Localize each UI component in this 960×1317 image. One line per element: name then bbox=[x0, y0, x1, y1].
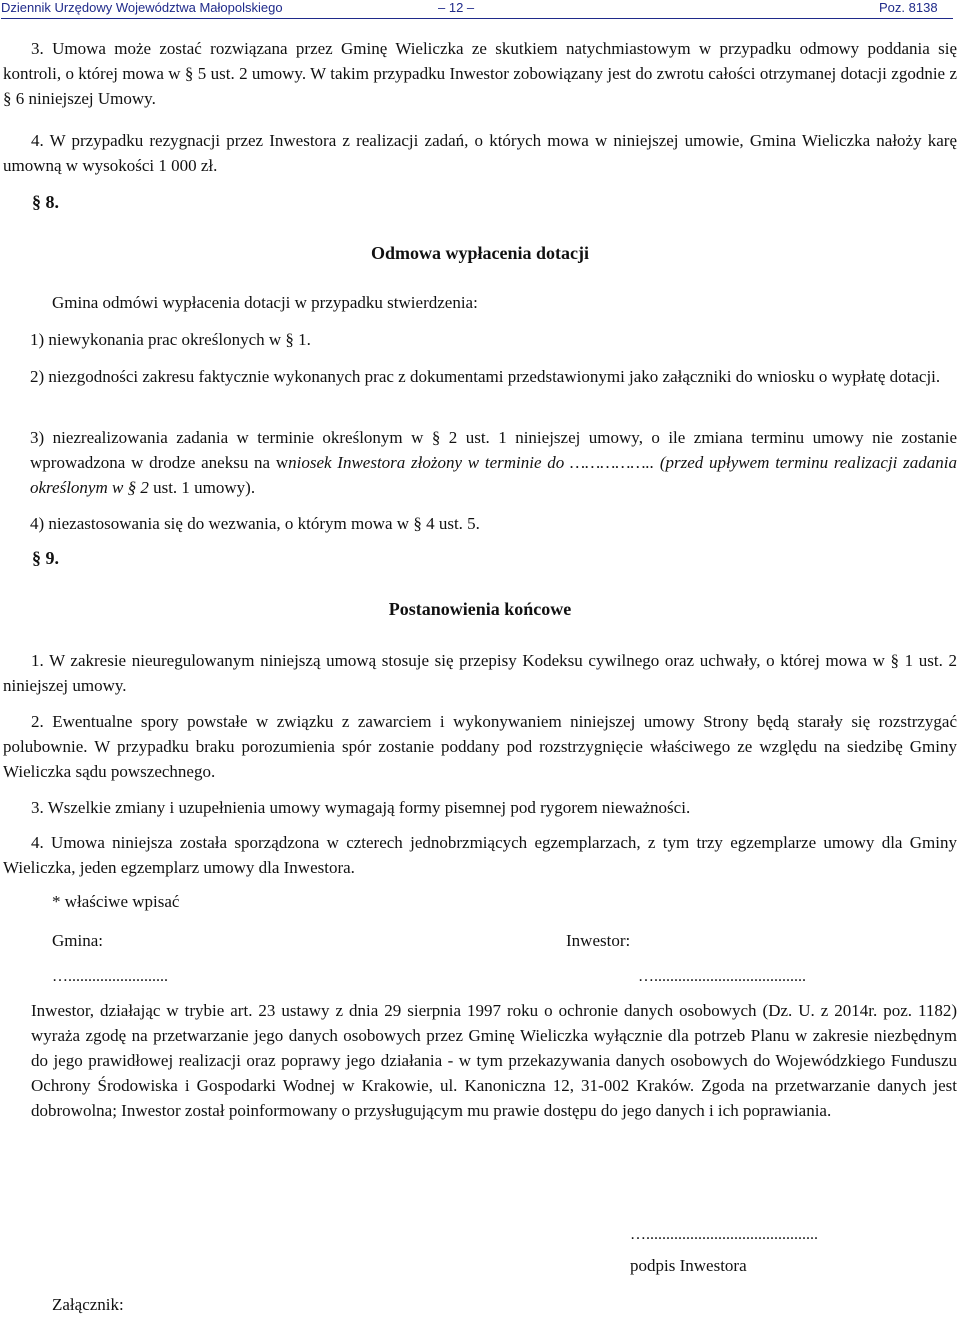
consent-paragraph: Inwestor, działając w trybie art. 23 ustawy z dnia 29 sierpnia 1997 roku o ochronie danych osobowych (Dz. U. z 2014r. poz. 1182) wyraża zgodę na przetwarzanie jego danych osobowych przez Gminę Wieliczka wyłącznie dla potrzeb Planu w zakresie niezbędnym do jego prawidłowej realizacji oraz poprawy jego działania - w tym przekazywania danych osobowych do Wojewódzkiego Funduszu Ochrony Środowiska i Gospodarki Wodnej w Krakowie, ul. Kanoniczna 12, 31-002 Kraków. Zgoda na przetwarzanie danych jest dobrowolna; Inwestor został poinformowany o przysługującym mu prawie dostępu do jego danych i ich poprawiania. bbox=[31, 1001, 957, 1120]
section-8-intro: Gmina odmówi wypłacenia dotacji w przypadku stwierdzenia: bbox=[52, 293, 478, 312]
list-item-1: 1) niewykonania prac określonych w § 1. bbox=[30, 330, 311, 349]
footnote: * właściwe wpisać bbox=[52, 892, 180, 911]
paragraph-4: 4. W przypadku rezygnacji przez Inwestora z realizacji zadań, o których mowa w niniejszej umowie, Gmina Wieliczka nałoży karę umowną w wysokości 1 000 zł. bbox=[3, 131, 957, 175]
section-9-title: Postanowienia końcowe bbox=[388, 599, 572, 619]
podpis-label: podpis Inwestora bbox=[630, 1256, 747, 1275]
page-number: – 12 – bbox=[438, 0, 475, 15]
section-9-p1: 1. W zakresie nieuregulowanym niniejszą umową stosuje się przepisy Kodeksu cywilnego oraz uchwały, o której mowa w § 1 ust. 2 niniejszej umowy. bbox=[3, 651, 957, 695]
section-9-mark: § 9. bbox=[32, 548, 59, 568]
list-item-3-end: ust. 1 umowy). bbox=[148, 478, 256, 497]
list-item-3-text: 3) niezrealizowania zadania w terminie określonym w § 2 ust. 1 niniejszej umowy, o ile zmiana terminu umowy nie zostanie wprowadzona w drodze aneksu na w bbox=[30, 428, 957, 472]
gmina-label: Gmina: bbox=[52, 931, 103, 950]
podpis-line: …........................................... bbox=[630, 1226, 818, 1243]
section-8-title: Odmowa wypłacenia dotacji bbox=[371, 243, 589, 263]
section-9-p4: 4. Umowa niniejsza została sporządzona w czterech jednobrzmiących egzemplarzach, z tym trzy egzemplarze umowy dla Gminy Wieliczka, jeden egzemplarz umowy dla Inwestora. bbox=[3, 833, 957, 877]
list-item-2: 2) niezgodności zakresu faktycznie wykonanych prac z dokumentami przedstawionymi jako załączniki do wniosku o wypłatę dotacji. bbox=[30, 367, 941, 386]
list-item-3-italic-2: (przed upływem terminu realizacji zadania określonym w § 2 bbox=[30, 453, 957, 497]
section-8-mark: § 8. bbox=[32, 192, 59, 212]
paragraph-3: 3. Umowa może zostać rozwiązana przez Gminę Wieliczka ze skutkiem natychmiastowym w przypadku odmowy poddania się kontroli, o której mowa w § 5 ust. 2 umowy. W takim przypadku Inwestor zobowiązany jest do zwrotu całości otrzymanej dotacji zgodnie z § 6 niniejszej Umowy. bbox=[3, 39, 957, 108]
list-item-3 bbox=[30, 425, 957, 500]
attachment-label: Załącznik: bbox=[52, 1295, 124, 1314]
journal-name: Dziennik Urzędowy Województwa Małopolskiego bbox=[1, 0, 283, 15]
section-9-p2: 2. Ewentualne spory powstałe w związku z zawarciem i wykonywaniem niniejszej umowy Strony będą starały się rozstrzygać polubownie. W przypadku braku porozumienia spór zostanie poddany pod rozstrzygnięcie właściwego ze względu na siedzibę Gminy Wieliczka sądu powszechnego. bbox=[3, 712, 957, 781]
list-item-4: 4) niezastosowania się do wezwania, o którym mowa w § 4 ust. 5. bbox=[30, 514, 480, 533]
section-9-p3: 3. Wszelkie zmiany i uzupełnienia umowy wymagają formy pisemnej pod rygorem nieważności. bbox=[31, 798, 691, 817]
inwestor-signature-line: …...................................... bbox=[638, 968, 806, 985]
gmina-signature-line: …......................... bbox=[52, 968, 168, 985]
position-number: Poz. 8138 bbox=[879, 0, 938, 15]
list-item-3-italic: niosek Inwestora złożony w terminie do …………….. bbox=[288, 453, 655, 472]
page-header bbox=[1, 0, 953, 19]
inwestor-label: Inwestor: bbox=[566, 931, 631, 950]
